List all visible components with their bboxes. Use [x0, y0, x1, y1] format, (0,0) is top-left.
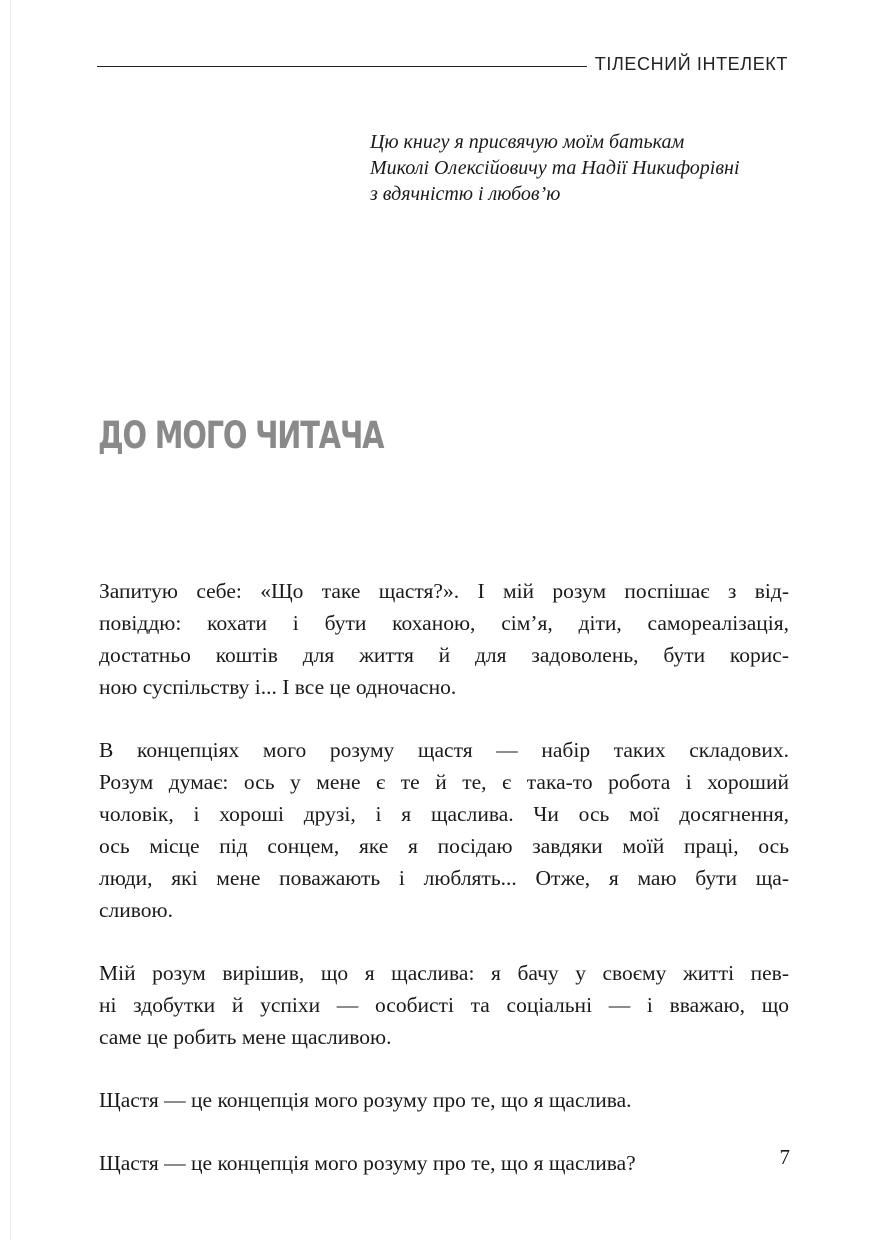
text-line: Запитую себе: «Що таке щастя?». І мій розум поспішає з від-	[99, 579, 789, 603]
paragraph	[99, 734, 789, 926]
text-line: люди, які мене поважають і люблять... Отже, я маю бути ща-	[99, 866, 789, 890]
body-text	[99, 575, 789, 1210]
text-line: Мій розум вирішив, що я щаслива: я бачу у своєму житті пев-	[99, 961, 789, 985]
paragraph	[99, 1084, 789, 1116]
text-line: достатньо коштів для життя й для задоволень, бути корис-	[99, 643, 789, 667]
paragraph	[99, 1147, 789, 1179]
text-line: В концепціях мого розуму щастя — набір таких складових.	[99, 738, 789, 762]
text-line: саме це робить мене щасливою.	[99, 1025, 392, 1049]
text-line: сливою.	[99, 898, 173, 922]
text-line: Щастя — це концепція мого розуму про те, що я щаслива.	[99, 1088, 632, 1112]
paragraph	[99, 575, 789, 703]
dedication-line: з вдячністю і любов’ю	[370, 183, 561, 205]
text-line: ні здобутки й успіхи — особисті та соціальні — і вважаю, що	[99, 993, 789, 1017]
text-line: ною суспільству і... І все це одночасно.	[99, 675, 457, 699]
text-line: повіддю: кохати і бути коханою, сім’я, діти, самореалізація,	[99, 611, 789, 635]
dedication-line: Миколі Олексійовичу та Надії Никифорівні	[370, 157, 740, 179]
paragraph	[99, 957, 789, 1053]
text-line: чоловік, і хороші друзі, і я щаслива. Чи ось мої досягнення,	[99, 802, 789, 826]
header-rule	[97, 66, 587, 67]
dedication-line: Цю книгу я присвячую моїм батькам	[370, 131, 685, 153]
page-number: 7	[779, 1145, 790, 1169]
dedication	[370, 129, 810, 207]
section-title: ДО МОГО ЧИТАЧА	[98, 414, 384, 457]
text-line: Щастя — це концепція мого розуму про те, що я щаслива?	[99, 1151, 636, 1175]
page-edge-shadow	[10, 0, 11, 1240]
text-line: Розум думає: ось у мене є те й те, є така-то робота і хороший	[99, 770, 789, 794]
text-line: ось місце під сонцем, яке я посідаю завдяки моїй праці, ось	[99, 834, 789, 858]
running-head-title: ТІЛЕСНИЙ ІНТЕЛЕКТ	[594, 54, 788, 74]
